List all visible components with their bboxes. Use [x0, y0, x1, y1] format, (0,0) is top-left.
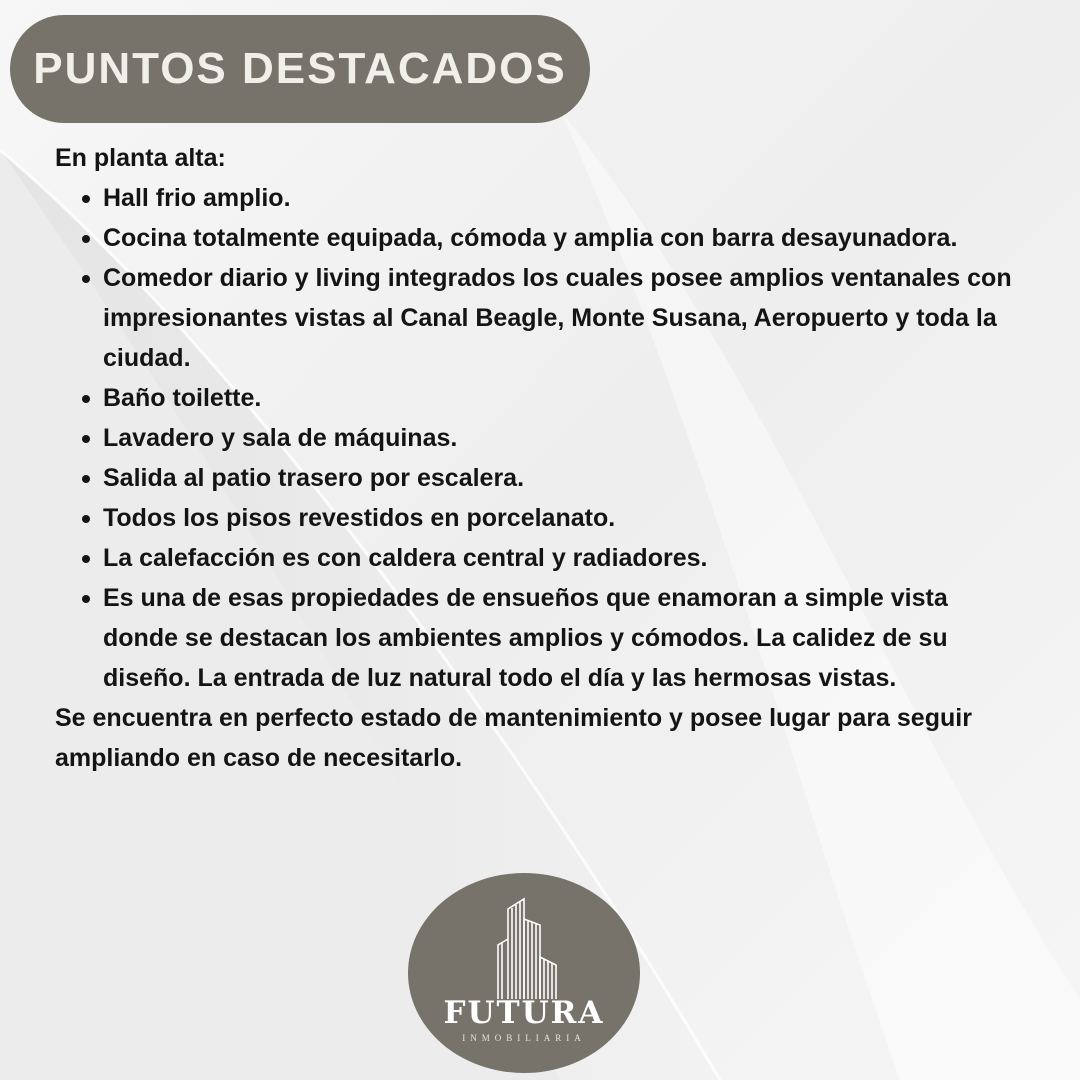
brand-name: FUTURA	[443, 995, 605, 1031]
list-item: Baño toilette.	[103, 378, 1015, 418]
list-item: Lavadero y sala de máquinas.	[103, 418, 1015, 458]
list-item: Comedor diario y living integrados los cuales posee amplios ventanales con impresionantes vistas al Canal Beagle, Monte Susana, Aeropuerto y toda la ciudad.	[103, 258, 1015, 378]
title-banner	[10, 15, 590, 123]
page-title: PUNTOS DESTACADOS	[33, 44, 567, 93]
list-item: Hall frio amplio.	[103, 178, 1015, 218]
list-item: Es una de esas propiedades de ensueños que enamoran a simple vista donde se destacan los ambientes amplios y cómodos. La calidez de su diseño. La entrada de luz natural todo el día y las hermosas vistas.	[103, 578, 1015, 698]
highlights-list	[55, 178, 1015, 698]
list-item: Salida al patio trasero por escalera.	[103, 458, 1015, 498]
list-item: La calefacción es con caldera central y radiadores.	[103, 538, 1015, 578]
list-item: Todos los pisos revestidos en porcelanato.	[103, 498, 1015, 538]
building-icon	[494, 895, 564, 999]
futura-logo	[408, 873, 640, 1073]
highlights-content	[55, 138, 1015, 778]
brand-tagline: INMOBILIARIA	[462, 1033, 586, 1043]
list-item: Cocina totalmente equipada, cómoda y amplia con barra desayunadora.	[103, 218, 1015, 258]
intro-text: En planta alta:	[55, 144, 226, 172]
closing-text: Se encuentra en perfecto estado de mantenimiento y posee lugar para seguir ampliando en caso de necesitarlo.	[55, 704, 972, 772]
